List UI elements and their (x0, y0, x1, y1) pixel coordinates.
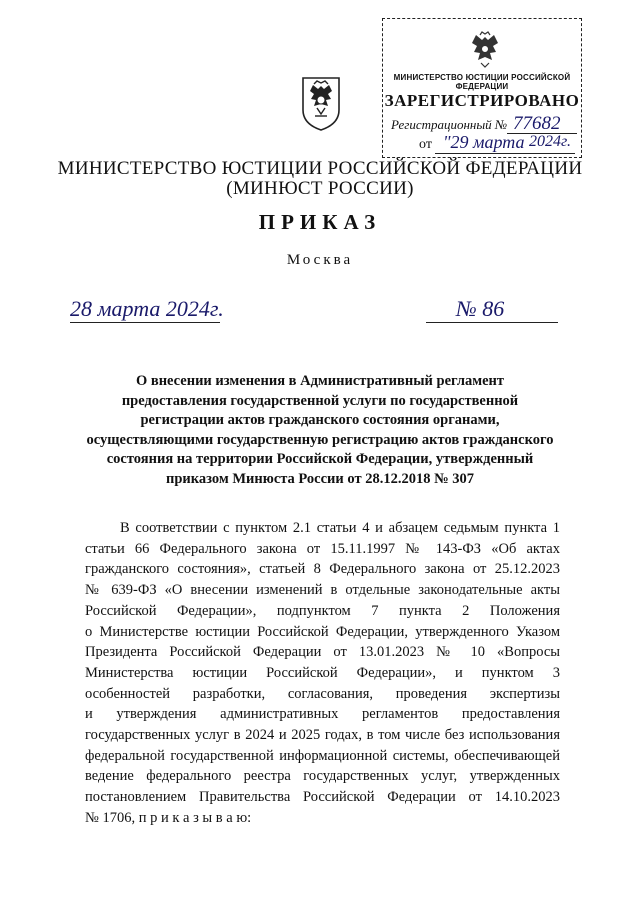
stamp-date-prefix: от (419, 137, 432, 152)
body-line: Российской Федерации», подпунктом 7 пункта 2 Положения (85, 602, 560, 619)
stamp-ministry-name: МИНИСТЕРСТВО ЮСТИЦИИ РОССИЙСКОЙ ФЕДЕРАЦИИ (393, 73, 571, 91)
stamp-date-underline (435, 153, 575, 154)
stamp-eagle-icon (467, 31, 503, 69)
body-line: В соответствии с пунктом 2.1 статьи 4 и абзацем седьмым пункта 1 (120, 520, 560, 536)
body-line: гражданского состояния», статьей 8 Федерального закона от 25.12.2023 (85, 561, 560, 578)
stamp-date-year: 2024г. (529, 133, 572, 150)
body-line: Президента Российской Федерации от 13.01.2023 № 10 «Вопросы (85, 644, 560, 661)
stamp-status: ЗАРЕГИСТРИРОВАНО (384, 91, 580, 110)
stamp-date-handwritten: "29 марта (443, 132, 525, 152)
order-date: 28 марта 2024г. (70, 296, 224, 321)
body-line: Министерства юстиции Российской Федерации», и пунктом 3 (85, 664, 560, 681)
order-body-paragraph (85, 518, 560, 829)
body-line: особенностей разработки, согласования, проведения экспертизы (85, 685, 560, 702)
body-line: № 639-ФЗ «О внесении изменений в отдельные законодательные акты (85, 582, 560, 599)
body-line: федеральной государственной информационной системы, обеспечивающей (85, 747, 560, 764)
order-number-underline (426, 322, 558, 323)
subject-line: состояния на территории Российской Федерации, утвержденный (106, 451, 534, 467)
body-line: статьи 66 Федерального закона от 15.11.1997 № 143-ФЗ «Об актах (85, 540, 560, 557)
coat-of-arms-emblem-icon (300, 74, 342, 132)
body-line: постановлением Правительства Российской Федерации от 14.10.2023 (85, 789, 560, 806)
registration-stamp (382, 18, 582, 158)
order-number: № 86 (456, 296, 505, 321)
order-subject (70, 372, 570, 489)
subject-line: приказом Минюста России от 28.12.2018 № 307 (165, 470, 475, 487)
body-line: и утверждения административных регламентов предоставления (85, 706, 560, 723)
body-line: государственных услуг в 2024 и 2025 годах, в том числе без использования (85, 727, 560, 744)
document-type-title: ПРИКАЗ (258, 210, 382, 234)
subject-line: предоставления государственной услуги по государственной (121, 392, 519, 409)
subject-line: регистрации актов гражданского состояния органами, (140, 412, 500, 428)
body-line: о Министерстве юстиции Российской Федерации, утвержденного Указом (85, 623, 560, 640)
ministry-short-name: (МИНЮСТ РОССИИ) (226, 178, 414, 199)
subject-line: О внесении изменения в Административный регламент (135, 373, 505, 389)
city-name: Москва (286, 252, 354, 268)
body-line: ведение федерального реестра государственных услуг, утвержденных (85, 768, 560, 785)
body-line: № 1706, п р и к а з ы в а ю: (85, 809, 252, 826)
stamp-reg-number: 77682 (513, 113, 561, 134)
stamp-reg-label: Регистрационный № (391, 117, 508, 132)
ministry-name: МИНИСТЕРСТВО ЮСТИЦИИ РОССИЙСКОЙ ФЕДЕРАЦИИ (57, 158, 583, 179)
subject-line: осуществляющими государственную регистрацию актов гражданского (86, 431, 554, 448)
order-date-underline (70, 322, 220, 323)
